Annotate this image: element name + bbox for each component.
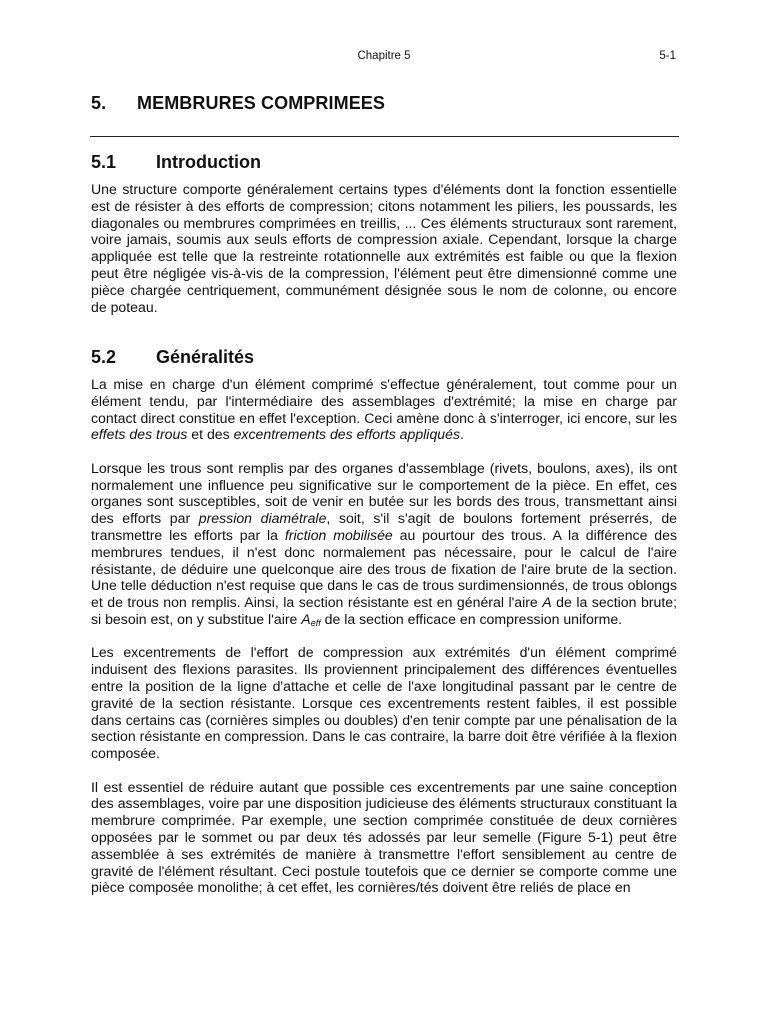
text-run: de la section efficace en compression uniforme. bbox=[320, 610, 623, 627]
chapter-title bbox=[91, 93, 385, 114]
symbol-base: A bbox=[301, 610, 311, 627]
paragraph: Une structure comporte généralement certains types d'éléments dont la fonction essentielle est de résister à des efforts de compression; citons notamment les piliers, les poussards, les diagonales ou membrures comprimées en treillis, ... Ces éléments structuraux sont rarement, voire jamais, soumis aux seuls efforts de compression axiale. Cependant, lorsque la charge appliquée est telle que la restreinte rotationnelle aux extrémités est faible ou que la flexion peut être négligée vis-à-vis de la compression, l'élément peut être dimensionné comme une pièce chargée centriquement, communément désignée sous le nom de colonne, ou encore de poteau. bbox=[91, 181, 677, 315]
section-heading-introduction bbox=[91, 152, 261, 173]
chapter-number: 5. bbox=[91, 93, 107, 113]
text-run: Lorsque les trous sont remplis par des organes d'assemblage (rivets, boulons, axes), ils ont normalement une influence peu significative sur le comportement de la pièce. En effet, ces organes sont susceptibles, soit de venir en butée sur les bords des trous, transmettant ainsi des efforts par bbox=[91, 459, 677, 527]
paragraph: Les excentrements de l'effort de compression aux extrémités d'un élément comprimé induisent des flexions parasites. Ils proviennent principalement des différences éventuelles entre la position de la ligne d'attache et celle de l'axe longitudinal passant par le centre de gravité de la section résistante. Lorsque ces excentrements restent faibles, il est possible dans certains cas (cornières simples ou doubles) d'en tenir compte par une pénalisation de la section résistante en compression. Dans le cas contraire, la barre doit être vérifiée à la flexion composée. bbox=[91, 644, 677, 762]
emphasis-friction-mobilisee: friction mobilisée bbox=[284, 526, 393, 543]
text-run: au pourtour des trous. A la différence des membrures tendues, il n'est donc normalement pas nécessaire, pour le calcul de l'aire résistante, de déduire une quelconque aire des trous de fixation de l'aire brute de la section. Une telle déduction n'est requise que dans le cas de trous surdimensionnés, de trous oblongs et de trous non remplis. Ainsi, la section résistante est en général l'aire bbox=[91, 526, 677, 611]
text-run: , soit, s'il s'agit de boulons fortement préserrés, de transmettre les efforts par la bbox=[91, 510, 678, 543]
title-divider bbox=[90, 136, 679, 137]
emphasis-excentrements: excentrements des efforts appliqués bbox=[233, 426, 461, 443]
running-header bbox=[0, 50, 768, 66]
text-run: et des bbox=[187, 426, 234, 443]
header-chapter-label: Chapitre 5 bbox=[357, 50, 411, 62]
chapter-title-text: MEMBRURES COMPRIMEES bbox=[137, 93, 386, 113]
emphasis-pression-diametrale: pression diamétrale bbox=[198, 510, 327, 527]
symbol-a: A bbox=[542, 594, 552, 611]
text-run: . bbox=[460, 426, 464, 443]
paragraph bbox=[91, 376, 677, 443]
section-number: 5.2 bbox=[91, 347, 117, 367]
paragraph bbox=[91, 460, 677, 628]
text-run: de la section brute; si besoin est, on y substitue l'aire bbox=[91, 594, 677, 627]
section-title: Généralités bbox=[156, 347, 255, 367]
introduction-body bbox=[91, 181, 677, 315]
section-heading-generalites bbox=[91, 347, 254, 368]
generalites-body bbox=[91, 376, 677, 896]
text-run: La mise en charge d'un élément comprimé s'effectue généralement, tout comme pour un élément tendu, par l'intermédiaire des assemblages d'extrémité; la mise en charge par contact direct constitue en effet l'exception. Ceci amène donc à s'interroger, ici encore, sur les bbox=[91, 376, 677, 426]
symbol-subscript: eff bbox=[310, 617, 321, 628]
section-title: Introduction bbox=[156, 152, 261, 172]
emphasis-effets-des-trous: effets des trous bbox=[91, 426, 188, 443]
symbol-a-eff bbox=[301, 611, 320, 627]
header-page-number: 5-1 bbox=[659, 50, 676, 62]
paragraph: Il est essentiel de réduire autant que possible ces excentrements par une saine conception des assemblages, voire par une disposition judicieuse des éléments structuraux constituant la membrure comprimée. Par exemple, une section comprimée constituée de deux cornières opposées par le sommet ou par deux tés adossés par leur semelle (Figure 5-1) peut être assemblée à ses extrémités de manière à transmettre l'effort sensiblement au centre de gravité de l'élément résultant. Ceci postule toutefois que ce dernier se comporte comme une pièce composée monolithe; à cet effet, les cornières/tés doivent être reliés de place en bbox=[91, 778, 677, 896]
section-number: 5.1 bbox=[91, 152, 117, 172]
